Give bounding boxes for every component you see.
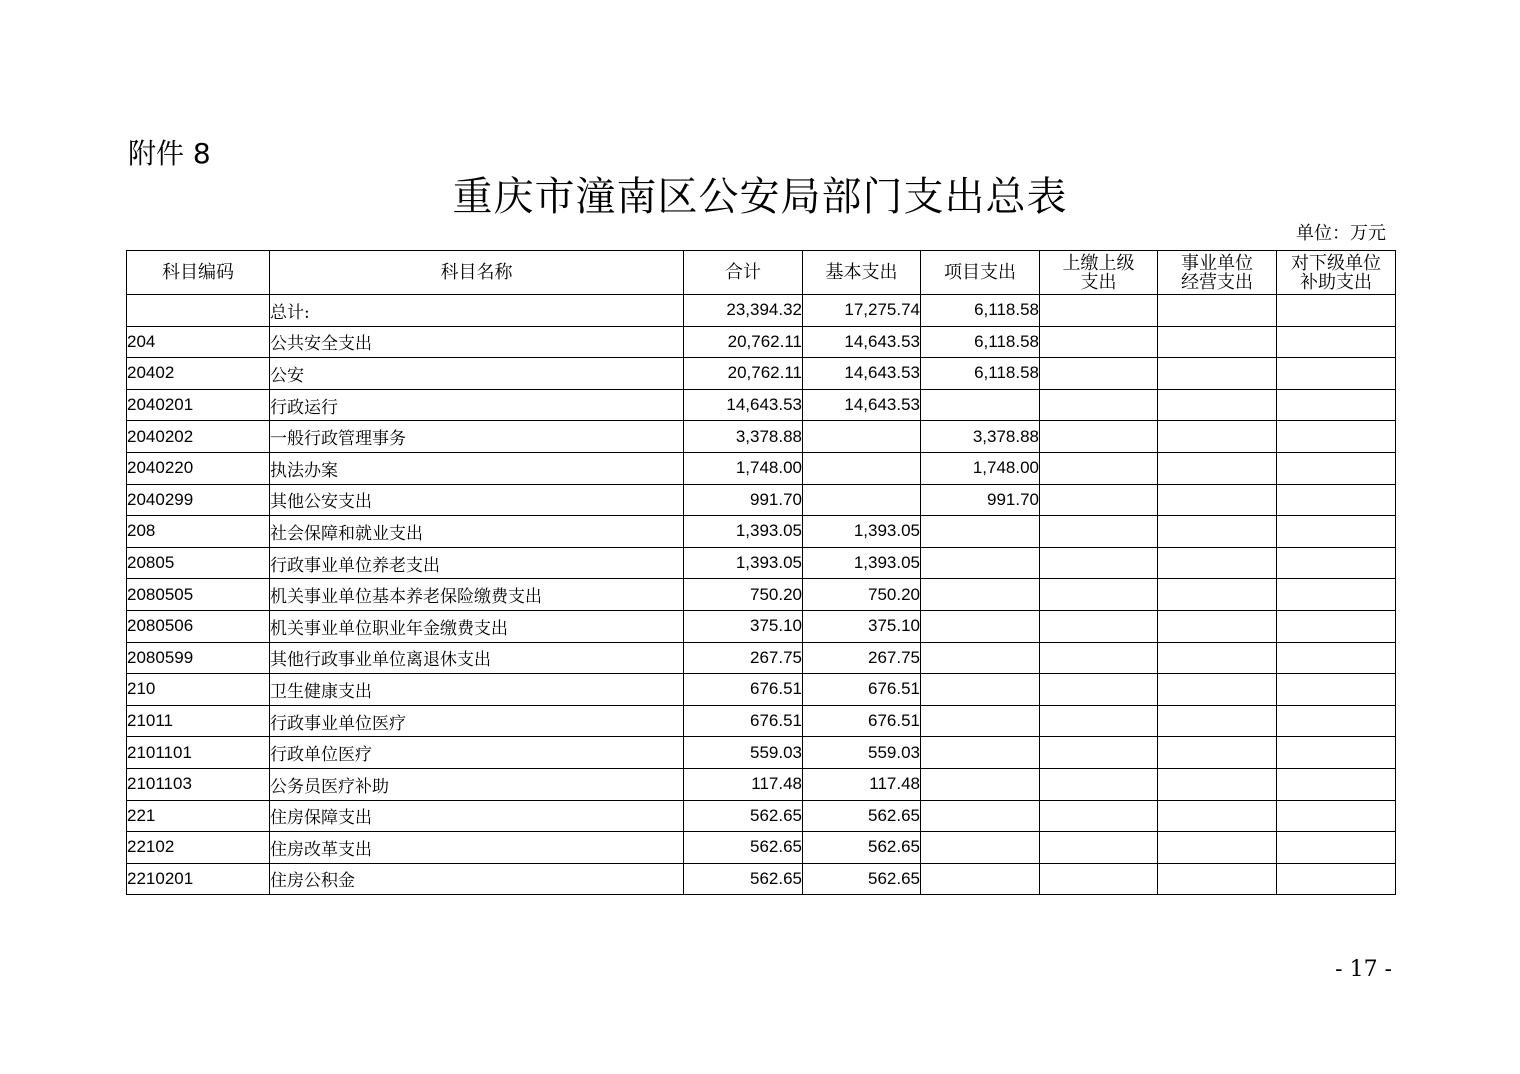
cell-name: 机关事业单位基本养老保险缴费支出: [270, 579, 684, 611]
cell-subsidy: [1277, 610, 1396, 642]
cell-basic: 750.20: [803, 579, 921, 611]
cell-business: [1158, 389, 1277, 421]
header-upper: 上缴上级 支出: [1040, 251, 1158, 295]
cell-upper: [1040, 579, 1158, 611]
cell-subsidy: [1277, 832, 1396, 864]
header-basic: 基本支出: [803, 251, 921, 295]
cell-code: 2040201: [127, 389, 270, 421]
cell-total: 676.51: [684, 674, 803, 706]
table-row: [127, 579, 1396, 611]
cell-project: [921, 579, 1040, 611]
cell-upper: [1040, 421, 1158, 453]
cell-subsidy: [1277, 863, 1396, 895]
cell-project: 6,118.58: [921, 358, 1040, 390]
cell-code: 221: [127, 800, 270, 832]
cell-basic: 562.65: [803, 832, 921, 864]
cell-name: 卫生健康支出: [270, 674, 684, 706]
cell-total: 20,762.11: [684, 326, 803, 358]
table-row: [127, 547, 1396, 579]
table-header-row: [127, 251, 1396, 295]
cell-name: 其他公安支出: [270, 484, 684, 516]
header-name: 科目名称: [270, 251, 684, 295]
table-row: [127, 768, 1396, 800]
cell-code: 2080506: [127, 610, 270, 642]
cell-subsidy: [1277, 295, 1396, 327]
cell-code: 20402: [127, 358, 270, 390]
cell-upper: [1040, 832, 1158, 864]
cell-name: 住房公积金: [270, 863, 684, 895]
cell-project: [921, 610, 1040, 642]
cell-subsidy: [1277, 800, 1396, 832]
cell-business: [1158, 579, 1277, 611]
cell-code: 2080505: [127, 579, 270, 611]
cell-name: 住房改革支出: [270, 832, 684, 864]
table-row: [127, 484, 1396, 516]
cell-business: [1158, 674, 1277, 706]
unit-label: 单位：万元: [1296, 223, 1386, 244]
cell-name: 其他行政事业单位离退休支出: [270, 642, 684, 674]
header-subsidy: 对下级单位 补助支出: [1277, 251, 1396, 295]
cell-total: 1,748.00: [684, 452, 803, 484]
cell-code: 210: [127, 674, 270, 706]
cell-total: 117.48: [684, 768, 803, 800]
cell-subsidy: [1277, 452, 1396, 484]
cell-code: 2040220: [127, 452, 270, 484]
table-row: [127, 642, 1396, 674]
cell-upper: [1040, 863, 1158, 895]
cell-business: [1158, 295, 1277, 327]
cell-total: 1,393.05: [684, 547, 803, 579]
cell-project: [921, 516, 1040, 548]
cell-code: 20805: [127, 547, 270, 579]
cell-subsidy: [1277, 768, 1396, 800]
cell-basic: 14,643.53: [803, 326, 921, 358]
expenditure-table: [126, 250, 1396, 895]
cell-business: [1158, 484, 1277, 516]
cell-upper: [1040, 705, 1158, 737]
cell-basic: [803, 484, 921, 516]
cell-business: [1158, 642, 1277, 674]
cell-upper: [1040, 389, 1158, 421]
cell-basic: 14,643.53: [803, 389, 921, 421]
cell-project: 3,378.88: [921, 421, 1040, 453]
cell-name: 行政运行: [270, 389, 684, 421]
cell-project: 6,118.58: [921, 295, 1040, 327]
cell-business: [1158, 768, 1277, 800]
cell-name: 行政事业单位医疗: [270, 705, 684, 737]
cell-upper: [1040, 800, 1158, 832]
cell-upper: [1040, 516, 1158, 548]
cell-project: [921, 705, 1040, 737]
cell-business: [1158, 832, 1277, 864]
table-row: [127, 674, 1396, 706]
cell-business: [1158, 800, 1277, 832]
table-row: [127, 863, 1396, 895]
cell-total: 20,762.11: [684, 358, 803, 390]
header-business: 事业单位 经营支出: [1158, 251, 1277, 295]
cell-code: 2040299: [127, 484, 270, 516]
cell-total: 750.20: [684, 579, 803, 611]
cell-total: 562.65: [684, 863, 803, 895]
cell-business: [1158, 610, 1277, 642]
cell-subsidy: [1277, 547, 1396, 579]
cell-business: [1158, 516, 1277, 548]
cell-code: 2101103: [127, 768, 270, 800]
cell-upper: [1040, 358, 1158, 390]
table-row: [127, 610, 1396, 642]
cell-subsidy: [1277, 358, 1396, 390]
table-row: [127, 800, 1396, 832]
cell-subsidy: [1277, 421, 1396, 453]
cell-total: 14,643.53: [684, 389, 803, 421]
cell-basic: 14,643.53: [803, 358, 921, 390]
cell-project: 6,118.58: [921, 326, 1040, 358]
cell-basic: 676.51: [803, 705, 921, 737]
cell-code: 204: [127, 326, 270, 358]
cell-name: 总计:: [270, 295, 684, 327]
cell-upper: [1040, 642, 1158, 674]
cell-code: 22102: [127, 832, 270, 864]
cell-basic: 559.03: [803, 737, 921, 769]
page-number: - 17 -: [1335, 957, 1392, 982]
cell-subsidy: [1277, 389, 1396, 421]
cell-project: [921, 547, 1040, 579]
cell-name: 公务员医疗补助: [270, 768, 684, 800]
cell-basic: 676.51: [803, 674, 921, 706]
cell-upper: [1040, 737, 1158, 769]
cell-basic: 117.48: [803, 768, 921, 800]
table-row: [127, 705, 1396, 737]
cell-project: [921, 674, 1040, 706]
cell-upper: [1040, 452, 1158, 484]
cell-code: [127, 295, 270, 327]
cell-upper: [1040, 326, 1158, 358]
cell-code: 2080599: [127, 642, 270, 674]
cell-subsidy: [1277, 674, 1396, 706]
cell-upper: [1040, 768, 1158, 800]
cell-code: 208: [127, 516, 270, 548]
table-row: [127, 516, 1396, 548]
cell-project: [921, 768, 1040, 800]
cell-basic: 1,393.05: [803, 547, 921, 579]
cell-project: [921, 832, 1040, 864]
cell-business: [1158, 421, 1277, 453]
cell-subsidy: [1277, 705, 1396, 737]
cell-upper: [1040, 484, 1158, 516]
cell-name: 机关事业单位职业年金缴费支出: [270, 610, 684, 642]
attachment-label: 附件 8: [128, 137, 211, 170]
cell-project: [921, 642, 1040, 674]
cell-subsidy: [1277, 737, 1396, 769]
cell-basic: [803, 452, 921, 484]
cell-name: 公安: [270, 358, 684, 390]
cell-total: 559.03: [684, 737, 803, 769]
cell-total: 267.75: [684, 642, 803, 674]
table-body: [127, 295, 1396, 895]
cell-code: 2040202: [127, 421, 270, 453]
cell-business: [1158, 547, 1277, 579]
cell-business: [1158, 358, 1277, 390]
table-row: [127, 389, 1396, 421]
cell-upper: [1040, 674, 1158, 706]
cell-total: 676.51: [684, 705, 803, 737]
cell-name: 行政单位医疗: [270, 737, 684, 769]
cell-total: 562.65: [684, 800, 803, 832]
cell-upper: [1040, 610, 1158, 642]
table-row: [127, 832, 1396, 864]
header-project: 项目支出: [921, 251, 1040, 295]
cell-name: 住房保障支出: [270, 800, 684, 832]
cell-project: 991.70: [921, 484, 1040, 516]
cell-subsidy: [1277, 642, 1396, 674]
cell-total: 23,394.32: [684, 295, 803, 327]
cell-subsidy: [1277, 579, 1396, 611]
header-code: 科目编码: [127, 251, 270, 295]
cell-business: [1158, 705, 1277, 737]
table-row: [127, 421, 1396, 453]
cell-subsidy: [1277, 326, 1396, 358]
table-row: [127, 326, 1396, 358]
cell-business: [1158, 737, 1277, 769]
cell-name: 行政事业单位养老支出: [270, 547, 684, 579]
cell-business: [1158, 326, 1277, 358]
cell-total: 1,393.05: [684, 516, 803, 548]
cell-project: [921, 737, 1040, 769]
cell-basic: 267.75: [803, 642, 921, 674]
table-row: [127, 737, 1396, 769]
cell-total: 3,378.88: [684, 421, 803, 453]
table-row: [127, 358, 1396, 390]
cell-total: 375.10: [684, 610, 803, 642]
cell-project: 1,748.00: [921, 452, 1040, 484]
cell-subsidy: [1277, 516, 1396, 548]
cell-basic: 1,393.05: [803, 516, 921, 548]
cell-business: [1158, 863, 1277, 895]
cell-total: 991.70: [684, 484, 803, 516]
header-total: 合计: [684, 251, 803, 295]
cell-project: [921, 800, 1040, 832]
cell-basic: 562.65: [803, 800, 921, 832]
document-title: 重庆市潼南区公安局部门支出总表: [452, 174, 1068, 220]
cell-code: 2210201: [127, 863, 270, 895]
cell-name: 公共安全支出: [270, 326, 684, 358]
cell-subsidy: [1277, 484, 1396, 516]
cell-business: [1158, 452, 1277, 484]
cell-name: 执法办案: [270, 452, 684, 484]
cell-name: 一般行政管理事务: [270, 421, 684, 453]
cell-code: 21011: [127, 705, 270, 737]
cell-project: [921, 863, 1040, 895]
cell-total: 562.65: [684, 832, 803, 864]
cell-basic: 17,275.74: [803, 295, 921, 327]
table-row: [127, 295, 1396, 327]
cell-upper: [1040, 547, 1158, 579]
cell-basic: [803, 421, 921, 453]
cell-code: 2101101: [127, 737, 270, 769]
cell-name: 社会保障和就业支出: [270, 516, 684, 548]
cell-basic: 562.65: [803, 863, 921, 895]
cell-project: [921, 389, 1040, 421]
table-row: [127, 452, 1396, 484]
cell-upper: [1040, 295, 1158, 327]
cell-basic: 375.10: [803, 610, 921, 642]
